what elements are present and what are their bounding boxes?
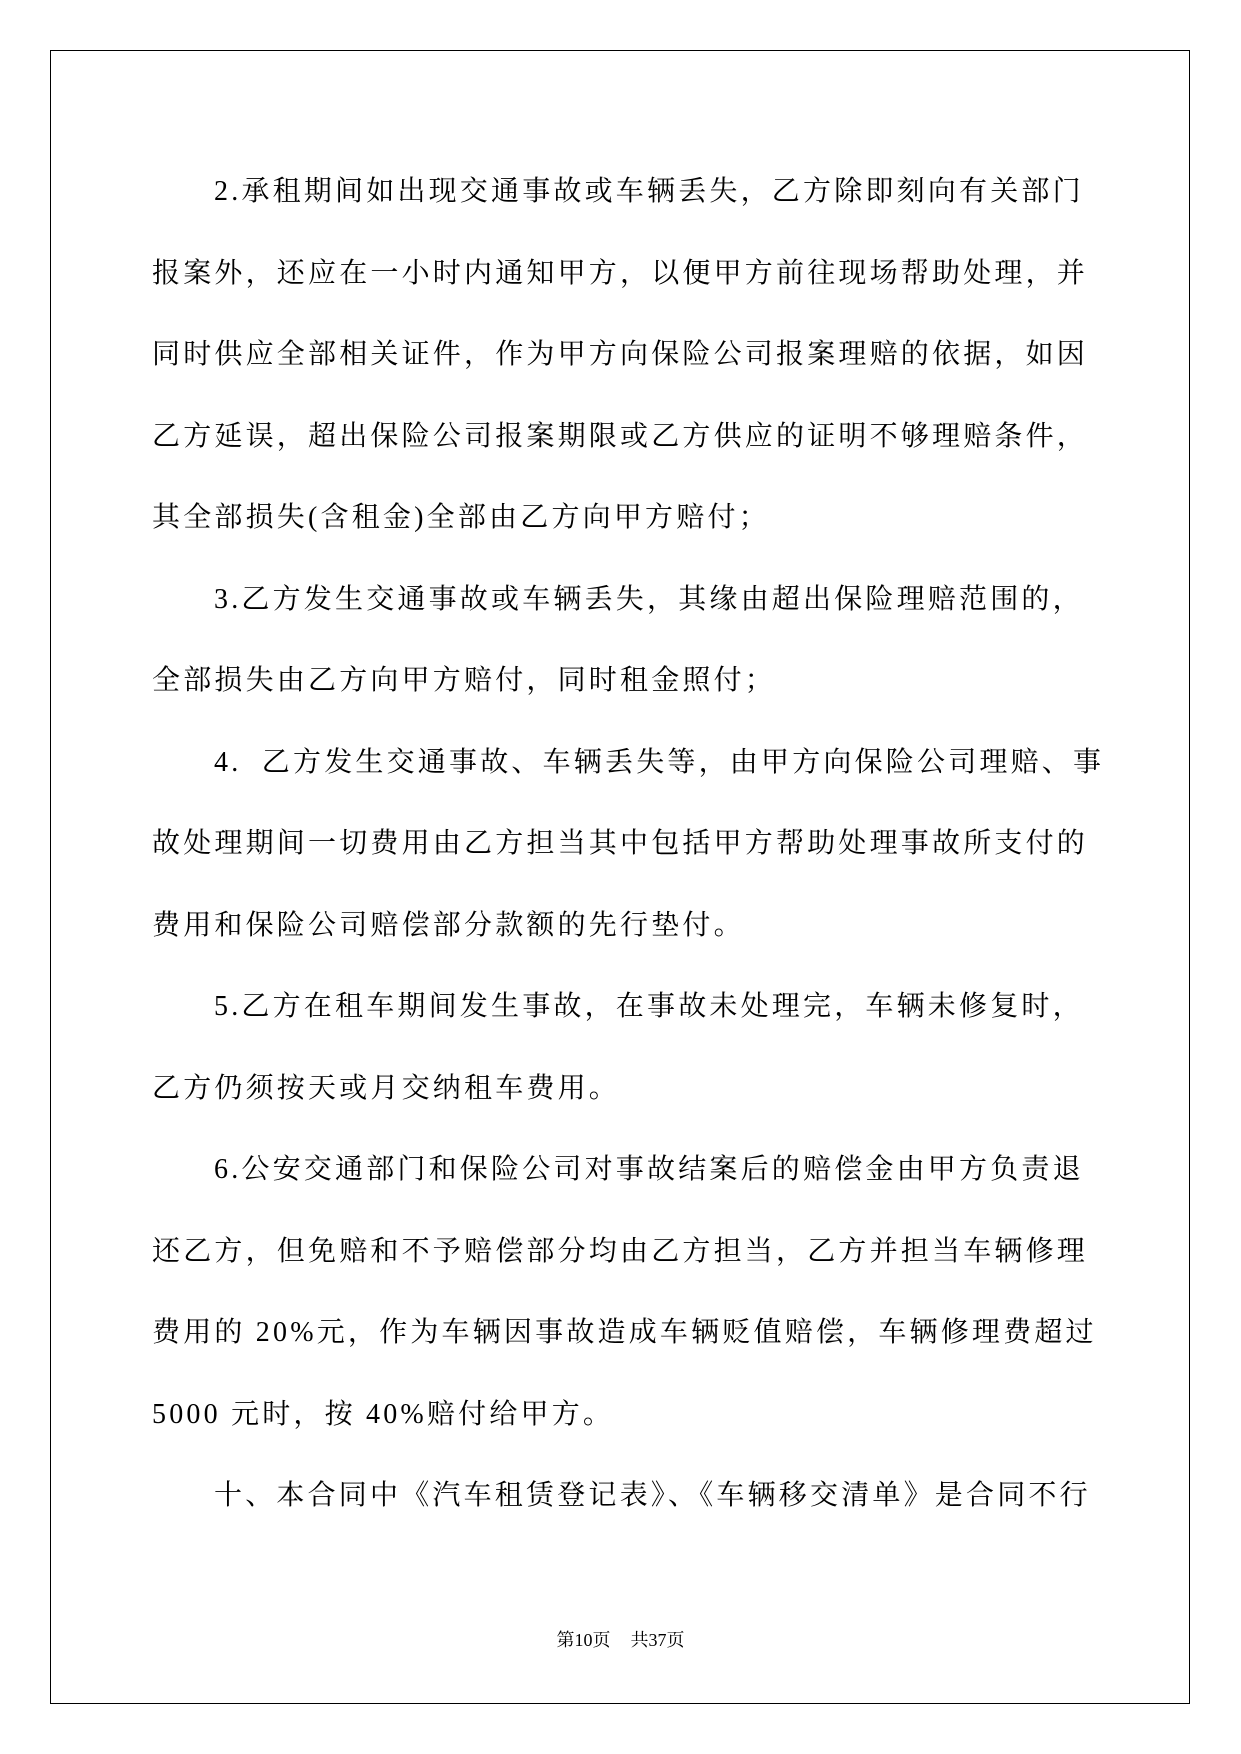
text-line: 十、本合同中《汽车租赁登记表》、《车辆移交清单》是合同不行 bbox=[214, 1480, 1091, 1511]
total-pages-label: 共37页 bbox=[630, 1630, 685, 1650]
document-body bbox=[152, 151, 1105, 1537]
text-line: 费用和保险公司赔偿部分款额的先行垫付。 bbox=[152, 909, 745, 941]
text-line: 费用的 20%元，作为车辆因事故造成车辆贬值赔偿，车辆修理费超过 bbox=[152, 1317, 1097, 1348]
current-page-label: 第10页 bbox=[556, 1630, 611, 1650]
text-line: 2.承租期间如出现交通事故或车辆丢失，乙方除即刻向有关部门 bbox=[214, 176, 1084, 207]
clause-2-paragraph bbox=[152, 151, 1089, 559]
text-line: 还乙方，但免赔和不予赔偿部分均由乙方担当，乙方并担当车辆修理 bbox=[152, 1235, 1089, 1267]
text-line: 其全部损失(含租金)全部由乙方向甲方赔付； bbox=[152, 502, 770, 533]
clause-4-paragraph bbox=[152, 722, 1105, 967]
page-footer bbox=[0, 1628, 1241, 1652]
text-line: 5.乙方在租车期间发生事故，在事故未处理完，车辆未修复时， bbox=[214, 991, 1084, 1022]
text-line: 故处理期间一切费用由乙方担当其中包括甲方帮助处理事故所支付的 bbox=[152, 828, 1089, 859]
text-line: 6.公安交通部门和保险公司对事故结案后的赔偿金由甲方负责退 bbox=[214, 1154, 1084, 1185]
text-line: 3.乙方发生交通事故或车辆丢失，其缘由超出保险理赔范围的， bbox=[214, 583, 1084, 615]
text-line: 全部损失由乙方向甲方赔付，同时租金照付； bbox=[152, 665, 777, 696]
article-10-paragraph bbox=[152, 1455, 1091, 1537]
text-line: 5000 元时，按 40%赔付给甲方。 bbox=[152, 1398, 615, 1430]
text-line: 同时供应全部相关证件，作为甲方向保险公司报案理赔的依据，如因 bbox=[152, 339, 1089, 370]
text-line: 4. 乙方发生交通事故、车辆丢失等，由甲方向保险公司理赔、事 bbox=[214, 746, 1105, 778]
clause-5-paragraph bbox=[152, 966, 1085, 1129]
text-line: 报案外，还应在一小时内通知甲方，以便甲方前往现场帮助处理，并 bbox=[152, 257, 1089, 289]
clause-6-paragraph bbox=[152, 1129, 1097, 1455]
text-line: 乙方延误，超出保险公司报案期限或乙方供应的证明不够理赔条件， bbox=[152, 420, 1089, 452]
clause-3-paragraph bbox=[152, 559, 1085, 722]
text-line: 乙方仍须按天或月交纳租车费用。 bbox=[152, 1072, 621, 1104]
